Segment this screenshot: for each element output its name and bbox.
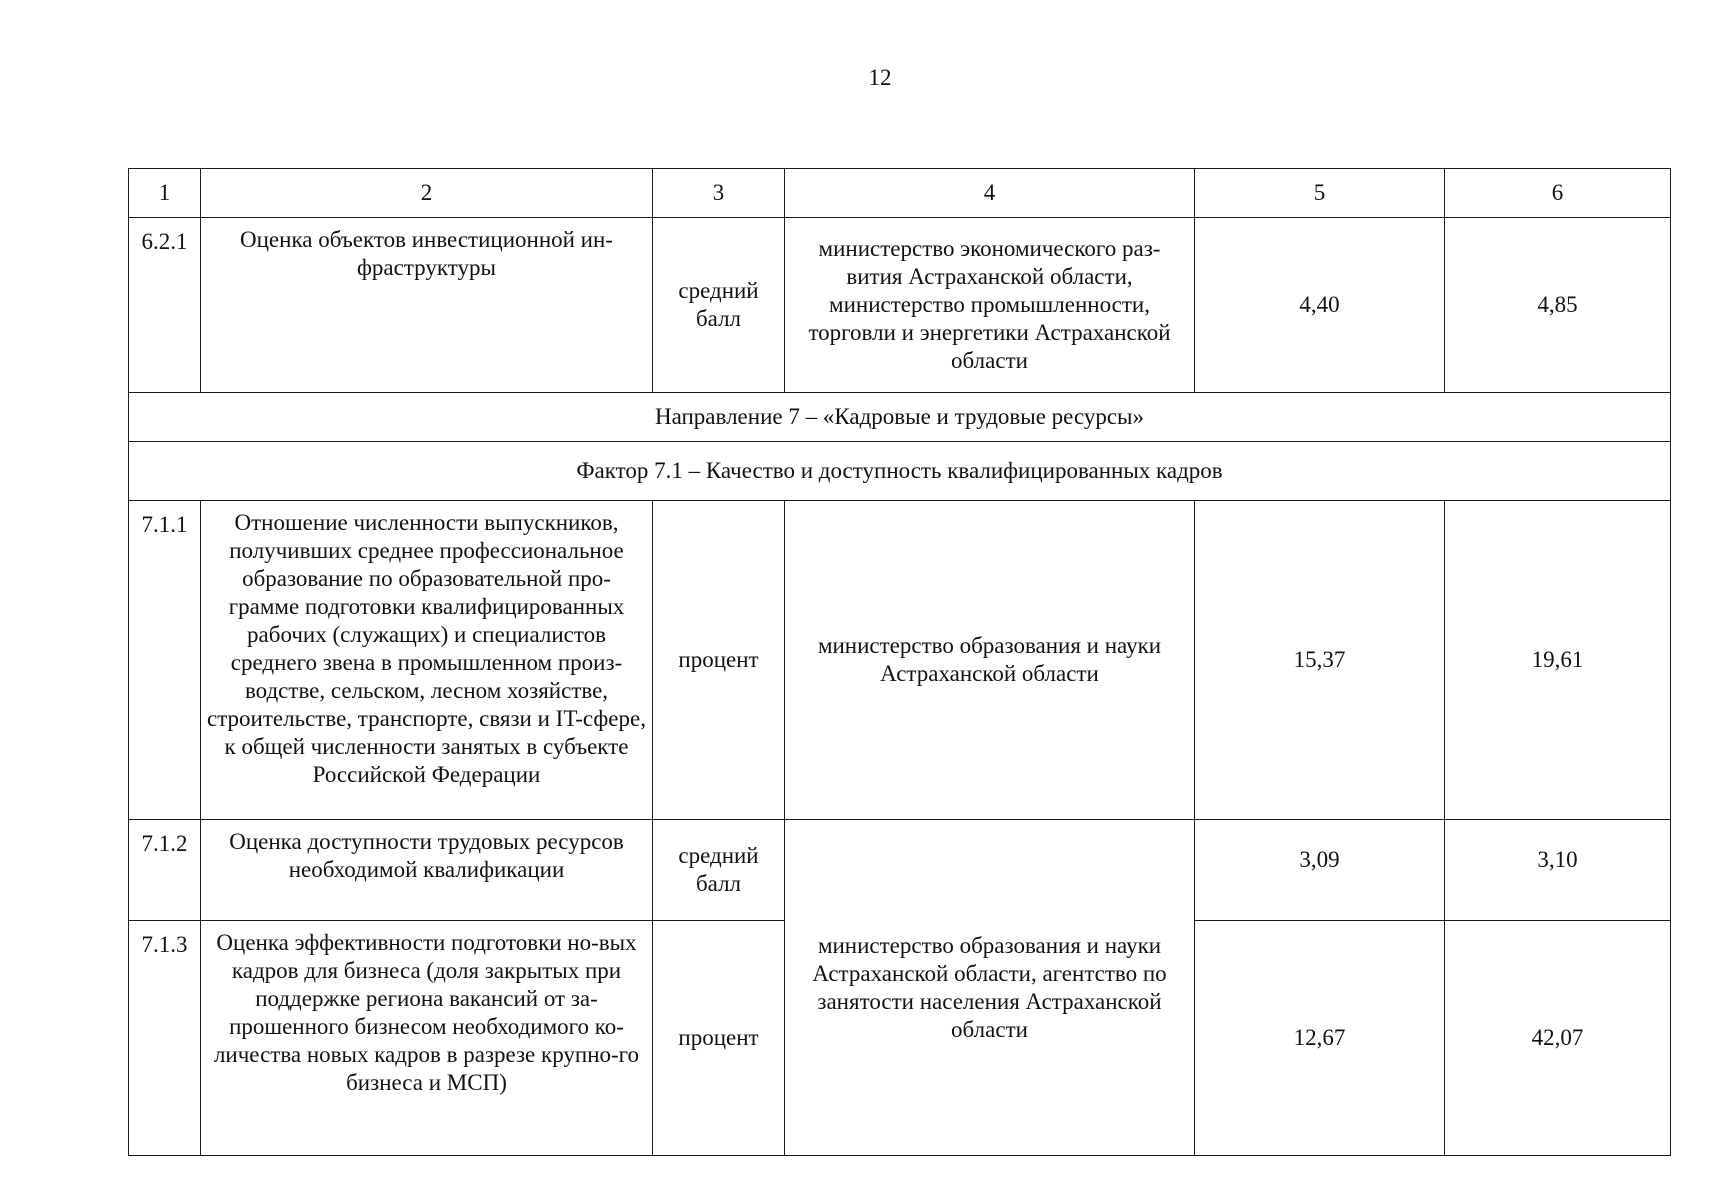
responsible-agency: министерство образования и науки Астраханской области <box>785 501 1195 820</box>
direction-heading: Направление 7 – «Кадровые и трудовые ресурсы» <box>129 393 1671 442</box>
table-row-7-1-2 <box>129 820 1671 921</box>
direction-row <box>129 393 1671 442</box>
value-column-5: 12,67 <box>1195 921 1445 1156</box>
header-cell-6: 6 <box>1445 169 1671 218</box>
value-column-6: 3,10 <box>1445 820 1671 921</box>
factor-row <box>129 442 1671 501</box>
header-cell-4: 4 <box>785 169 1195 218</box>
row-number: 6.2.1 <box>129 218 201 393</box>
value-column-5: 3,09 <box>1195 820 1445 921</box>
row-number: 7.1.2 <box>129 820 201 921</box>
value-column-5: 15,37 <box>1195 501 1445 820</box>
value-column-5: 4,40 <box>1195 218 1445 393</box>
header-cell-2: 2 <box>201 169 653 218</box>
header-cell-1: 1 <box>129 169 201 218</box>
unit-of-measure: средний балл <box>653 820 785 921</box>
table-row-6-2-1 <box>129 218 1671 393</box>
indicators-table <box>128 168 1671 1156</box>
unit-of-measure: процент <box>653 501 785 820</box>
unit-of-measure: процент <box>653 921 785 1156</box>
indicator-name: Оценка эффективности подготовки но-вых кадров для бизнеса (доля закрытых при поддержке региона вакансий от за-прошенного бизнесом необходимого ко-личества новых кадров в разрезе крупно-го бизнеса и МСП) <box>201 921 653 1156</box>
value-column-6: 42,07 <box>1445 921 1671 1156</box>
table-row-7-1-1 <box>129 501 1671 820</box>
indicator-name: Отношение численности выпускников, получивших среднее профессиональное образование по образовательной про-грамме подготовки квалифицированных рабочих (служащих) и специалистов среднего звена в промышленном произ-водстве, сельском, лесном хозяйстве, строительстве, транспорте, связи и IT-сфере, к общей численности занятых в субъекте Российской Федерации <box>201 501 653 820</box>
indicator-name: Оценка объектов инвестиционной ин-фраструктуры <box>201 218 653 393</box>
row-number: 7.1.1 <box>129 501 201 820</box>
header-cell-5: 5 <box>1195 169 1445 218</box>
header-cell-3: 3 <box>653 169 785 218</box>
page-number: 12 <box>868 65 892 90</box>
responsible-agency-shared: министерство образования и науки Астраханской области, агентство по занятости населения Астраханской области <box>785 820 1195 1156</box>
value-column-6: 4,85 <box>1445 218 1671 393</box>
row-number: 7.1.3 <box>129 921 201 1156</box>
responsible-agency: министерство экономического раз-вития Астраханской области, министерство промышленности, торговли и энергетики Астраханской области <box>785 218 1195 393</box>
factor-heading: Фактор 7.1 – Качество и доступность квалифицированных кадров <box>129 442 1671 501</box>
unit-of-measure: средний балл <box>653 218 785 393</box>
indicator-name: Оценка доступности трудовых ресурсов необходимой квалификации <box>201 820 653 921</box>
table-header-row <box>129 169 1671 218</box>
value-column-6: 19,61 <box>1445 501 1671 820</box>
